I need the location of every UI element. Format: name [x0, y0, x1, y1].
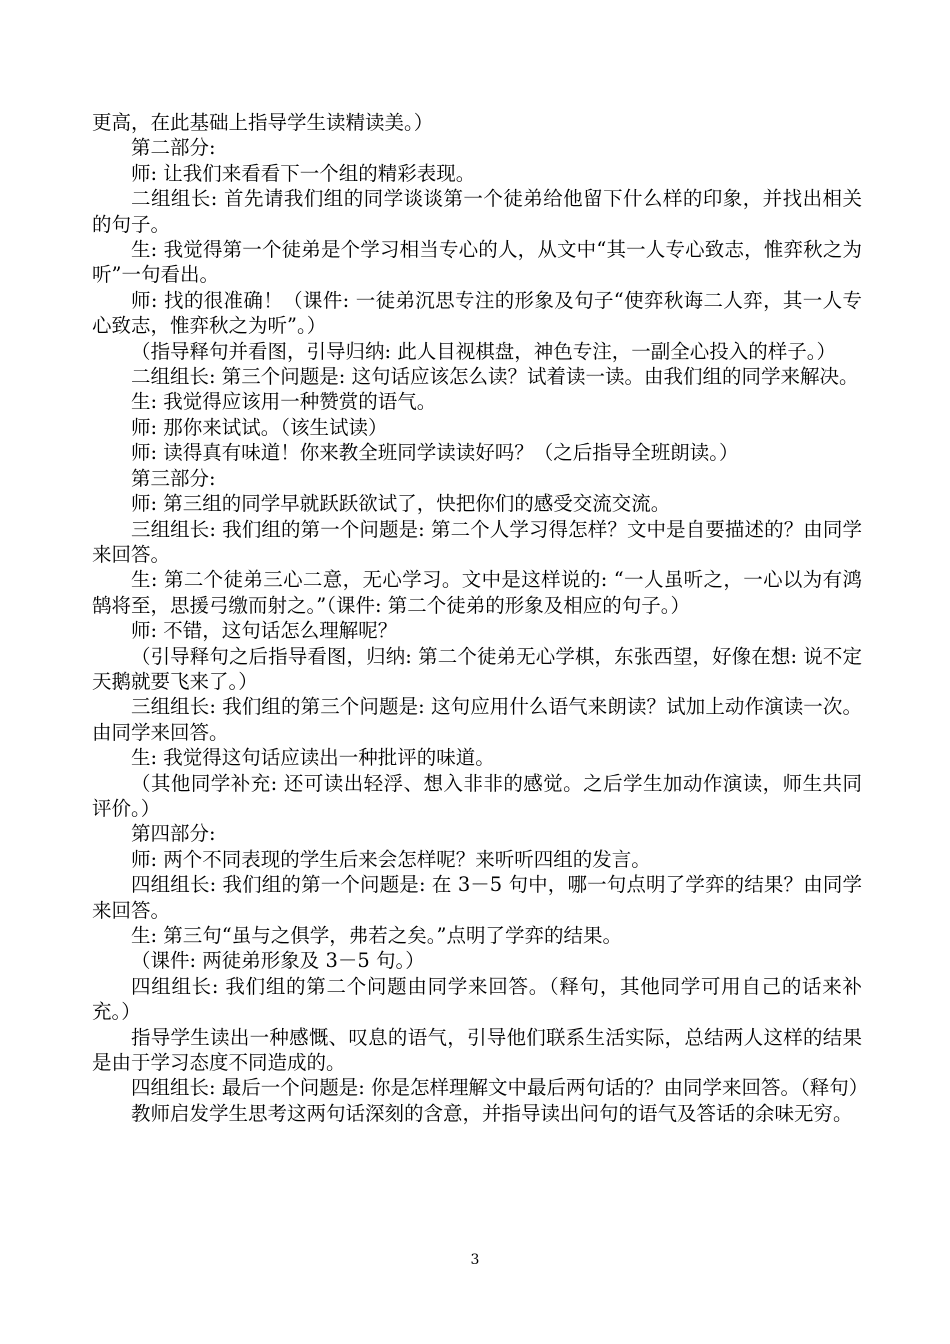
paragraph: （引导释句之后指导看图，归纳: 第二个徒弟无心学棋，东张西望，好像在想: 说不定天鹅就要飞来了。）: [92, 644, 862, 693]
section-heading: 第四部分:: [131, 822, 216, 846]
paragraph: 师: 让我们来看看下一个组的精彩表现。: [131, 161, 476, 185]
paragraph: 更高，在此基础上指导学生读精读美。）: [92, 111, 434, 134]
paragraph: 三组组长: 我们组的第三个问题是: 这句应用什么语气来朗读？试加上动作演读一次。由同学来回答。: [92, 695, 862, 744]
section-heading: 第二部分:: [131, 136, 216, 160]
paragraph: 二组组长: 首先请我们组的同学谈谈第一个徒弟给他留下什么样的印象，并找出相关的句子。: [92, 187, 862, 236]
paragraph: 三组组长: 我们组的第一个问题是: 第二个人学习得怎样？文中是自要描述的？由同学来回答。: [92, 517, 862, 566]
paragraph: 生: 第二个徒弟三心二意，无心学习。文中是这样说的: “一人虽听之，一心以为有鸿鹄将至，思援弓缴而射之。”（课件: 第二个徒弟的形象及相应的句子。）: [92, 568, 862, 617]
paragraph: 生: 我觉得第一个徒弟是个学习相当专心的人，从文中“其一人专心致志，惟弈秋之为听”一句看出。: [92, 238, 862, 287]
paragraph: 师: 第三组的同学早就跃跃欲试了，快把你们的感受交流交流。: [131, 492, 671, 516]
paragraph: 生: 第三句“虽与之俱学，弗若之矣。”点明了学弈的结果。: [131, 924, 622, 947]
paragraph: （其他同学补充: 还可读出轻浮、想入非非的感觉。之后学生加动作演读，师生共同评价。）: [92, 771, 862, 820]
paragraph: 二组组长: 第三个问题是: 这句话应该怎么读？试着读一读。由我们组的同学来解决。: [131, 365, 859, 389]
paragraph: （指导释句并看图，引导归纳: 此人目视棋盘，神色专注，一副全心投入的样子。）: [131, 339, 837, 363]
paragraph: 师: 读得真有味道！你来教全班同学读读好吗？（之后指导全班朗读。）: [131, 441, 739, 465]
paragraph: 四组组长: 我们组的第二个问题由同学来回答。（释句，其他同学可用自己的话来补充。）: [92, 974, 862, 1024]
paragraph: 教师启发学生思考这两句话深刻的含意，并指导读出问句的语气及答话的余味无穷。: [131, 1101, 853, 1125]
paragraph: 指导学生读出一种感慨、叹息的语气，引导他们联系生活实际，总结两人这样的结果是由于学习态度不同造成的。: [92, 1025, 862, 1075]
document-body: [92, 110, 869, 1126]
paragraph: 生: 我觉得应该用一种赞赏的语气。: [131, 390, 437, 414]
paragraph: 师: 找的很准确！（课件: 一徒弟沉思专注的形象及句子“使弈秋诲二人弈，其一人专心致志，惟弈秋之为听”。）: [92, 288, 862, 338]
page-number: 3: [470, 1252, 480, 1268]
paragraph: 师: 两个不同表现的学生后来会怎样呢？来听听四组的发言。: [131, 847, 651, 871]
paragraph: 师: 不错，这句话怎么理解呢？: [131, 619, 398, 643]
paragraph: 师: 那你来试试。（该生试读）: [131, 415, 388, 439]
paragraph: 生: 我觉得这句话应读出一种批评的味道。: [131, 746, 495, 770]
paragraph: （课件: 两徒弟形象及 3－5 句。）: [131, 949, 425, 973]
paragraph: 四组组长: 我们组的第一个问题是: 在 3－5 句中，哪一句点明了学弈的结果？由同学来回答。: [92, 873, 862, 922]
section-heading: 第三部分:: [131, 466, 216, 490]
paragraph: 四组组长: 最后一个问题是: 你是怎样理解文中最后两句话的？由同学来回答。（释句）: [131, 1076, 869, 1100]
